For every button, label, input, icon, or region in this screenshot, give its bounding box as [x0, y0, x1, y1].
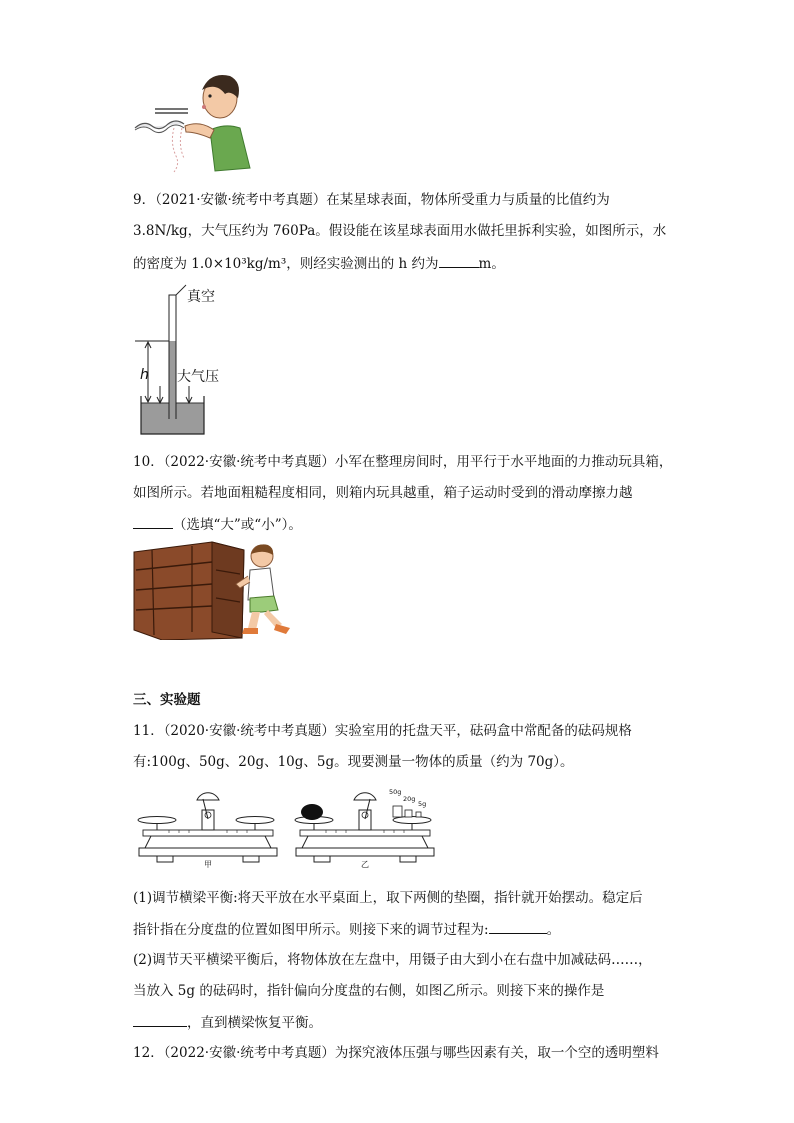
weight-5g-label: 5g [418, 800, 427, 808]
question-12-source: （2022·安徽·统考中考真题） [163, 1045, 335, 1061]
question-9-text-4: m。 [478, 256, 505, 272]
weight-20g-label: 20g [403, 795, 416, 803]
question-9-text-2: 3.8N/kg，大气压约为 760Pa。假设能在该星球表面用水做托里拆利实验，如图所示，水 [133, 223, 667, 239]
answer-blank [133, 1012, 187, 1027]
question-10-line-1: 10．（2022·安徽·统考中考真题）小军在整理房间时，用平行于水平地面的力推动玩具箱， [133, 454, 673, 470]
vacuum-label: 真空 [187, 289, 215, 305]
question-11-line-1: 11．（2020·安徽·统考中考真题）实验室用的托盘天平，砝码盒中常配备的砝码规格 [133, 723, 632, 739]
question-10-number: 10 [133, 454, 151, 470]
question-10-source: （2022·安徽·统考中考真题） [163, 454, 335, 470]
question-10-text-3: （选填“大”或“小”）。 [173, 517, 302, 533]
weight-50g-label: 50g [389, 788, 402, 796]
question-11-text-1: 实验室用的托盘天平，砝码盒中常配备的砝码规格 [334, 723, 632, 739]
question-11-part-2-text-3: ，直到横梁恢复平衡。 [187, 1015, 322, 1031]
figure-label-yi: 乙 [361, 860, 369, 868]
question-11-part-1-text-3: 。 [546, 922, 561, 938]
question-9-source: （2021·安徽·统考中考真题） [155, 192, 327, 208]
question-11-source: （2020·安徽·统考中考真题） [163, 723, 335, 739]
question-11-part-2-line-3 [133, 1012, 322, 1033]
balance-figure-yi [290, 786, 440, 868]
question-11-part-2-text-1: (2)调节天平横梁平衡后，将物体放在左盘中，用镊子由大到小在右盘中加减砝码……， [133, 952, 652, 968]
question-9-text-1: 在某星球表面，物体所受重力与质量的比值约为 [326, 192, 610, 208]
figure-label-jia: 甲 [204, 860, 212, 868]
question-11-number: 11 [133, 723, 151, 739]
answer-blank [133, 514, 173, 529]
question-9-line-1: 9．（2021·安徽·统考中考真题）在某星球表面，物体所受重力与质量的比值约为 [133, 192, 610, 208]
question-12-number: 12 [133, 1045, 151, 1061]
boy-blowing-paper-figure [130, 68, 255, 173]
question-9-line-3 [133, 253, 505, 274]
question-9-number: 9 [133, 192, 142, 208]
torricelli-experiment-figure [133, 283, 243, 438]
answer-blank [439, 253, 479, 268]
question-11-text-2: 有:100g、50g、20g、10g、5g。现要测量一物体的质量（约为 70g）。 [133, 754, 574, 770]
question-10-text-2: 如图所示。若地面粗糙程度相同，则箱内玩具越重，箱子运动时受到的滑动摩擦力越 [133, 485, 633, 501]
question-9-text-3: 的密度为 1.0×10³kg/m³，则经实验测出的 h 约为 [133, 256, 439, 272]
question-11-part-1-line-2 [133, 919, 560, 940]
question-10-text-1: 小军在整理房间时，用平行于水平地面的力推动玩具箱， [334, 454, 673, 470]
h-label: h [140, 367, 149, 383]
question-10-line-3 [133, 514, 302, 535]
question-12-line-1: 12．（2022·安徽·统考中考真题）为探究液体压强与哪些因素有关，取一个空的透明塑料 [133, 1045, 659, 1061]
question-12-text-1: 为探究液体压强与哪些因素有关，取一个空的透明塑料 [334, 1045, 659, 1061]
atmospheric-pressure-label: 大气压 [177, 369, 219, 385]
section-heading: 三、实验题 [133, 692, 201, 708]
question-11-part-1-text-2: 指针指在分度盘的位置如图甲所示。则接下来的调节过程为: [133, 922, 489, 938]
boy-pushing-box-figure [132, 540, 292, 640]
answer-blank [489, 919, 547, 934]
balance-figure-jia [133, 786, 283, 868]
question-11-part-1-text-1: (1)调节横梁平衡:将天平放在水平桌面上，取下两侧的垫圈，指针就开始摆动。稳定后 [133, 890, 643, 906]
question-11-part-2-text-2: 当放入 5g 的砝码时，指针偏向分度盘的右侧，如图乙所示。则接下来的操作是 [133, 983, 605, 999]
